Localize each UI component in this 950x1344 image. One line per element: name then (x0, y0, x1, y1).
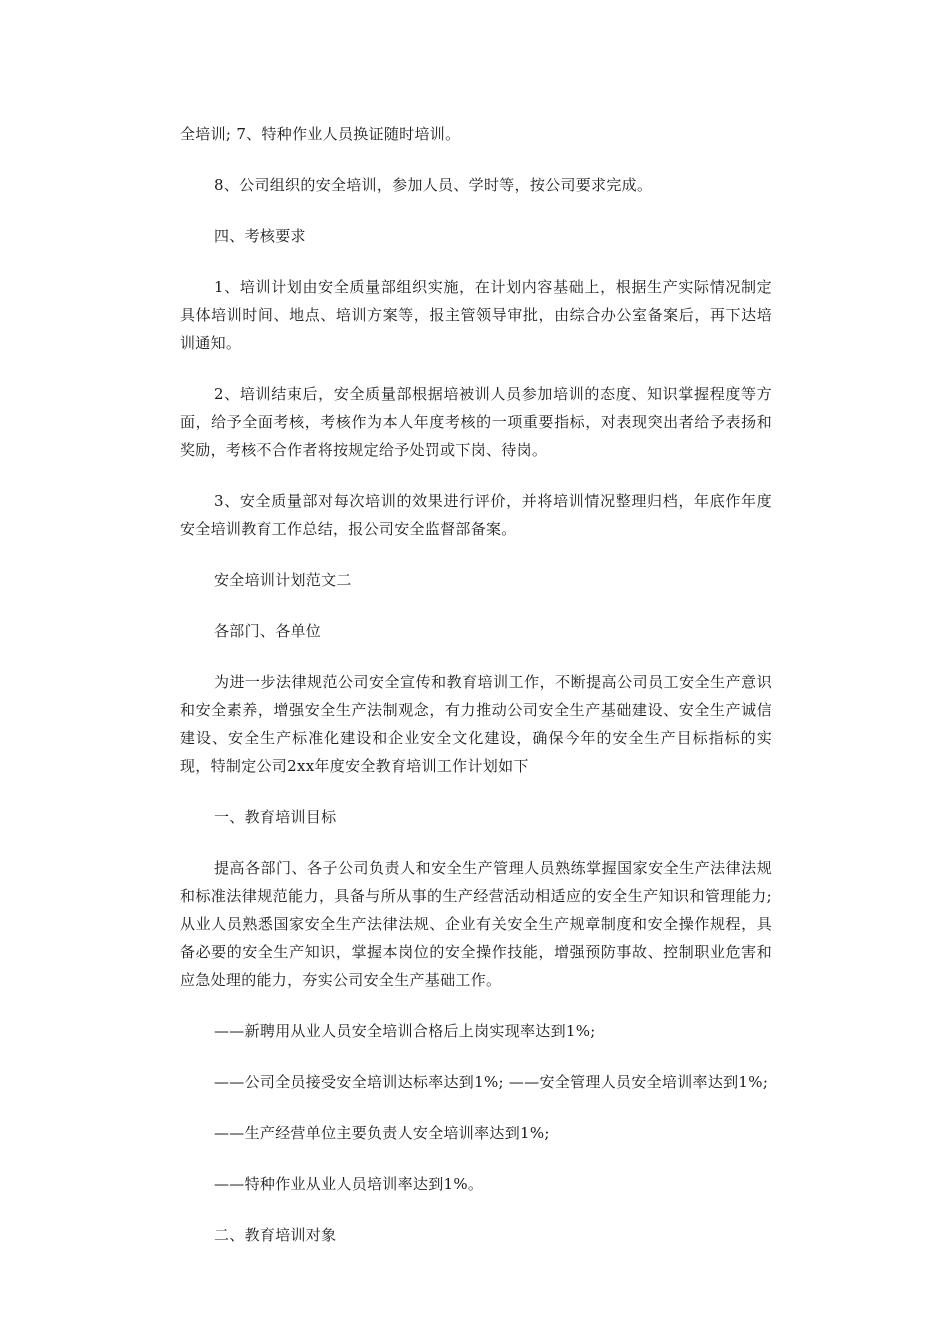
salutation: 各部门、各单位 (214, 622, 322, 640)
section-heading-training-targets: 二、教育培训对象 (214, 1226, 337, 1244)
document-body (180, 120, 772, 1272)
goal-item-new-hires: ——新聘用从业人员安全培训合格后上岗实现率达到1%; (214, 1022, 596, 1040)
goal-item-special-operations: ——特种作业从业人员培训率达到1%。 (214, 1175, 484, 1193)
goal-item-principal-leaders: ——生产经营单位主要负责人安全培训率达到1%; (214, 1124, 550, 1142)
paragraph-assessment-3: 3、安全质量部对每次培训的效果进行评价，并将培训情况整理归档，年底作年度安全培训教育工作总结，报公司安全监督部备案。 (180, 492, 772, 538)
paragraph-assessment-1: 1、培训计划由安全质量部组织实施，在计划内容基础上，根据生产实际情况制定具体培训时间、地点、培训方案等，报主管领导审批，由综合办公室备案后，再下达培训通知。 (180, 278, 772, 352)
paragraph-item-8: 8、公司组织的安全培训，参加人员、学时等，按公司要求完成。 (214, 176, 653, 194)
paragraph-goals: 提高各部门、各子公司负责人和安全生产管理人员熟练掌握国家安全生产法律法规和标准法律规范能力，具备与所从事的生产经营活动相适应的安全生产知识和管理能力;从业人员熟悉国家安全生产法律法规、企业有关安全生产规章制度和安全操作规程，具备必要的安全生产知识，掌握本岗位的安全操作技能，增强预防事故、控制职业危害和应急处理的能力，夯实公司安全生产基础工作。 (180, 859, 772, 989)
section-heading-goals: 一、教育培训目标 (214, 808, 337, 826)
document-subtitle: 安全培训计划范文二 (214, 571, 352, 589)
paragraph-intro: 为进一步法律规范公司安全宣传和教育培训工作，不断提高公司员工安全生产意识和安全素养，增强安全生产法制观念，有力推动公司安全生产基础建设、安全生产诚信建设、安全生产标准化建设和企业安全文化建设，确保今年的安全生产目标指标的实现，特制定公司2xx年度安全教育培训工作计划如下 (180, 673, 772, 775)
paragraph-training-continued: 全培训; 7、特种作业人员换证随时培训。 (180, 125, 461, 143)
paragraph-assessment-2: 2、培训结束后，安全质量部根据培被训人员参加培训的态度、知识掌握程度等方面，给予全面考核，考核作为本人年度考核的一项重要指标，对表现突出者给予表扬和奖励，考核不合作者将按规定给予处罚或下岗、待岗。 (180, 385, 772, 459)
section-heading-assessment: 四、考核要求 (214, 227, 306, 245)
goal-item-all-staff: ——公司全员接受安全培训达标率达到1%; ——安全管理人员安全培训率达到1%; (214, 1073, 769, 1091)
